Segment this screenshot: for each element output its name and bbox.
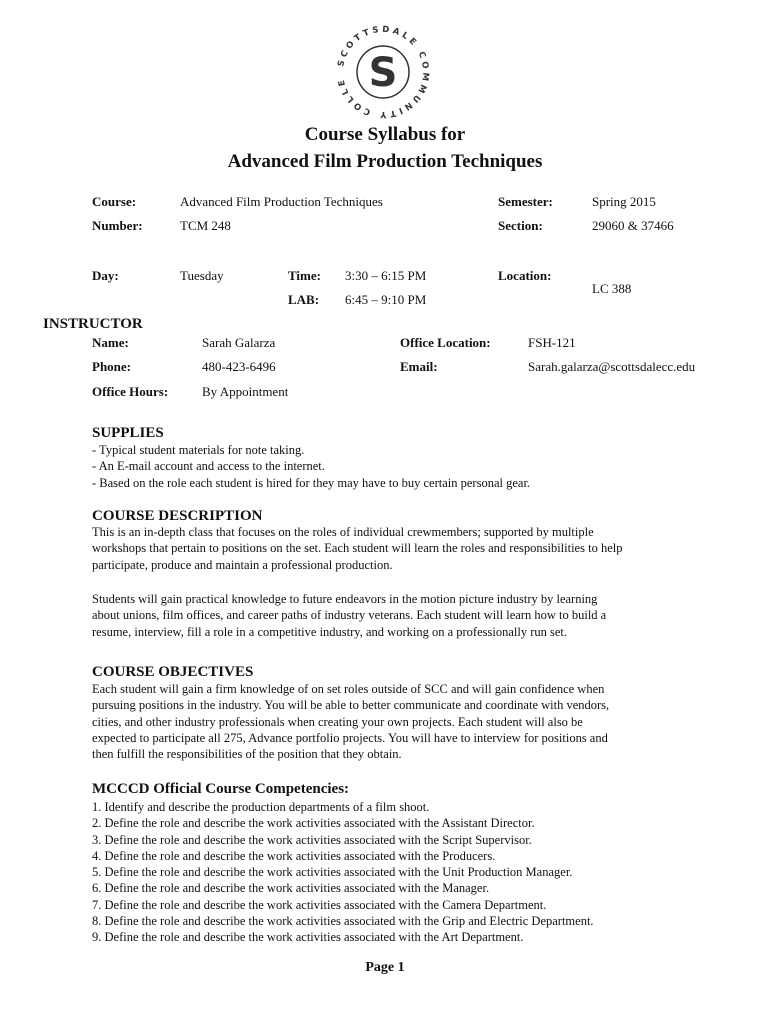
list-item: 9. Define the role and describe the work activities associated with the Art Department.	[92, 930, 524, 945]
list-item: 4. Define the role and describe the work activities associated with the Producers.	[92, 848, 496, 863]
course-objectives-paragraph: Each student will gain a firm knowledge of on set roles outside of SCC and will gain confidence when pursuing positions in the industry. You will be able to better communicate and coordinate with vendors, cities, and other industry professionals when creating your own projects. Each student will also be expected to participate all 275, Advance portfolio projects. You will have to interview for positions and then fulfill the responsibilities of the position that they obtain.	[92, 682, 610, 762]
section-label: Section:	[498, 218, 543, 233]
svg-text:S: S	[368, 50, 398, 96]
course-objectives-heading: COURSE OBJECTIVES	[92, 664, 254, 680]
day-label: Day:	[92, 268, 119, 283]
list-item: - Typical student materials for note taking.	[92, 443, 305, 457]
day-value: Tuesday	[180, 268, 224, 283]
supplies-list	[92, 442, 530, 491]
phone-label: Phone:	[92, 359, 131, 374]
svg-text:SCOTTSDALE COMMUNITY COLLEGE: SCOTTSDALE COMMUNITY COLLE	[336, 24, 431, 120]
list-item: 3. Define the role and describe the work activities associated with the Script Supervisor.	[92, 832, 532, 847]
course-description-heading: COURSE DESCRIPTION	[92, 508, 263, 524]
title-line-2: Advanced Film Production Techniques	[227, 151, 543, 172]
course-description-paragraph-2: Students will gain practical knowledge to future endeavors in the motion picture industry by learning about unions, film offices, and career paths of industry veterans. Each student will learn how to build a resume, interview, fill a role in a competitive industry, and working on a professionally run set.	[92, 592, 607, 639]
list-item: 7. Define the role and describe the work activities associated with the Camera Department.	[92, 897, 547, 912]
office-hours-value: By Appointment	[202, 384, 289, 399]
location-label: Location:	[498, 268, 552, 283]
number-value: TCM 248	[180, 218, 231, 233]
college-seal-icon	[331, 20, 435, 124]
email-label: Email:	[400, 359, 438, 374]
list-item: - Based on the role each student is hired for they may have to buy certain personal gear.	[92, 475, 531, 490]
lab-value: 6:45 – 9:10 PM	[345, 292, 427, 307]
office-location-label: Office Location:	[400, 335, 491, 350]
instructor-name-value: Sarah Galarza	[202, 335, 276, 350]
semester-value: Spring 2015	[592, 194, 656, 209]
time-value: 3:30 – 6:15 PM	[345, 268, 427, 283]
instructor-name-label: Name:	[92, 335, 129, 350]
page-number: Page 1	[365, 960, 405, 975]
location-value: LC 388	[592, 281, 632, 296]
title-line-1: Course Syllabus for	[304, 124, 466, 145]
list-item: 6. Define the role and describe the work activities associated with the Manager.	[92, 881, 490, 896]
office-location-value: FSH-121	[528, 335, 576, 350]
competencies-list	[92, 799, 594, 946]
course-description-paragraph-1: This is an in-depth class that focuses on the roles of individual crewmembers; supported by multiple workshops that pertain to positions on the set. Each student will learn the roles and responsibilities to help participate, produce and maintain a professional production.	[92, 525, 623, 572]
phone-value: 480-423-6496	[202, 359, 276, 374]
course-value: Advanced Film Production Techniques	[180, 194, 383, 209]
instructor-heading: INSTRUCTOR	[43, 316, 143, 332]
office-hours-label: Office Hours:	[92, 384, 169, 399]
list-item: 8. Define the role and describe the work activities associated with the Grip and Electric Department.	[92, 914, 594, 929]
course-label: Course:	[92, 194, 137, 209]
email-value: Sarah.galarza@scottsdalecc.edu	[528, 359, 696, 374]
list-item: 1. Identify and describe the production departments of a film shoot.	[92, 800, 430, 814]
list-item: - An E-mail account and access to the internet.	[92, 459, 325, 474]
lab-label: LAB:	[288, 292, 320, 307]
number-label: Number:	[92, 218, 143, 233]
section-value: 29060 & 37466	[592, 218, 674, 233]
competencies-heading: MCCCD Official Course Competencies:	[92, 781, 350, 797]
time-label: Time:	[288, 268, 321, 283]
college-seal-logo	[331, 20, 435, 124]
supplies-heading: SUPPLIES	[92, 425, 164, 441]
list-item: 2. Define the role and describe the work activities associated with the Assistant Director.	[92, 816, 535, 831]
list-item: 5. Define the role and describe the work activities associated with the Unit Production Manager.	[92, 865, 573, 880]
semester-label: Semester:	[498, 194, 553, 209]
